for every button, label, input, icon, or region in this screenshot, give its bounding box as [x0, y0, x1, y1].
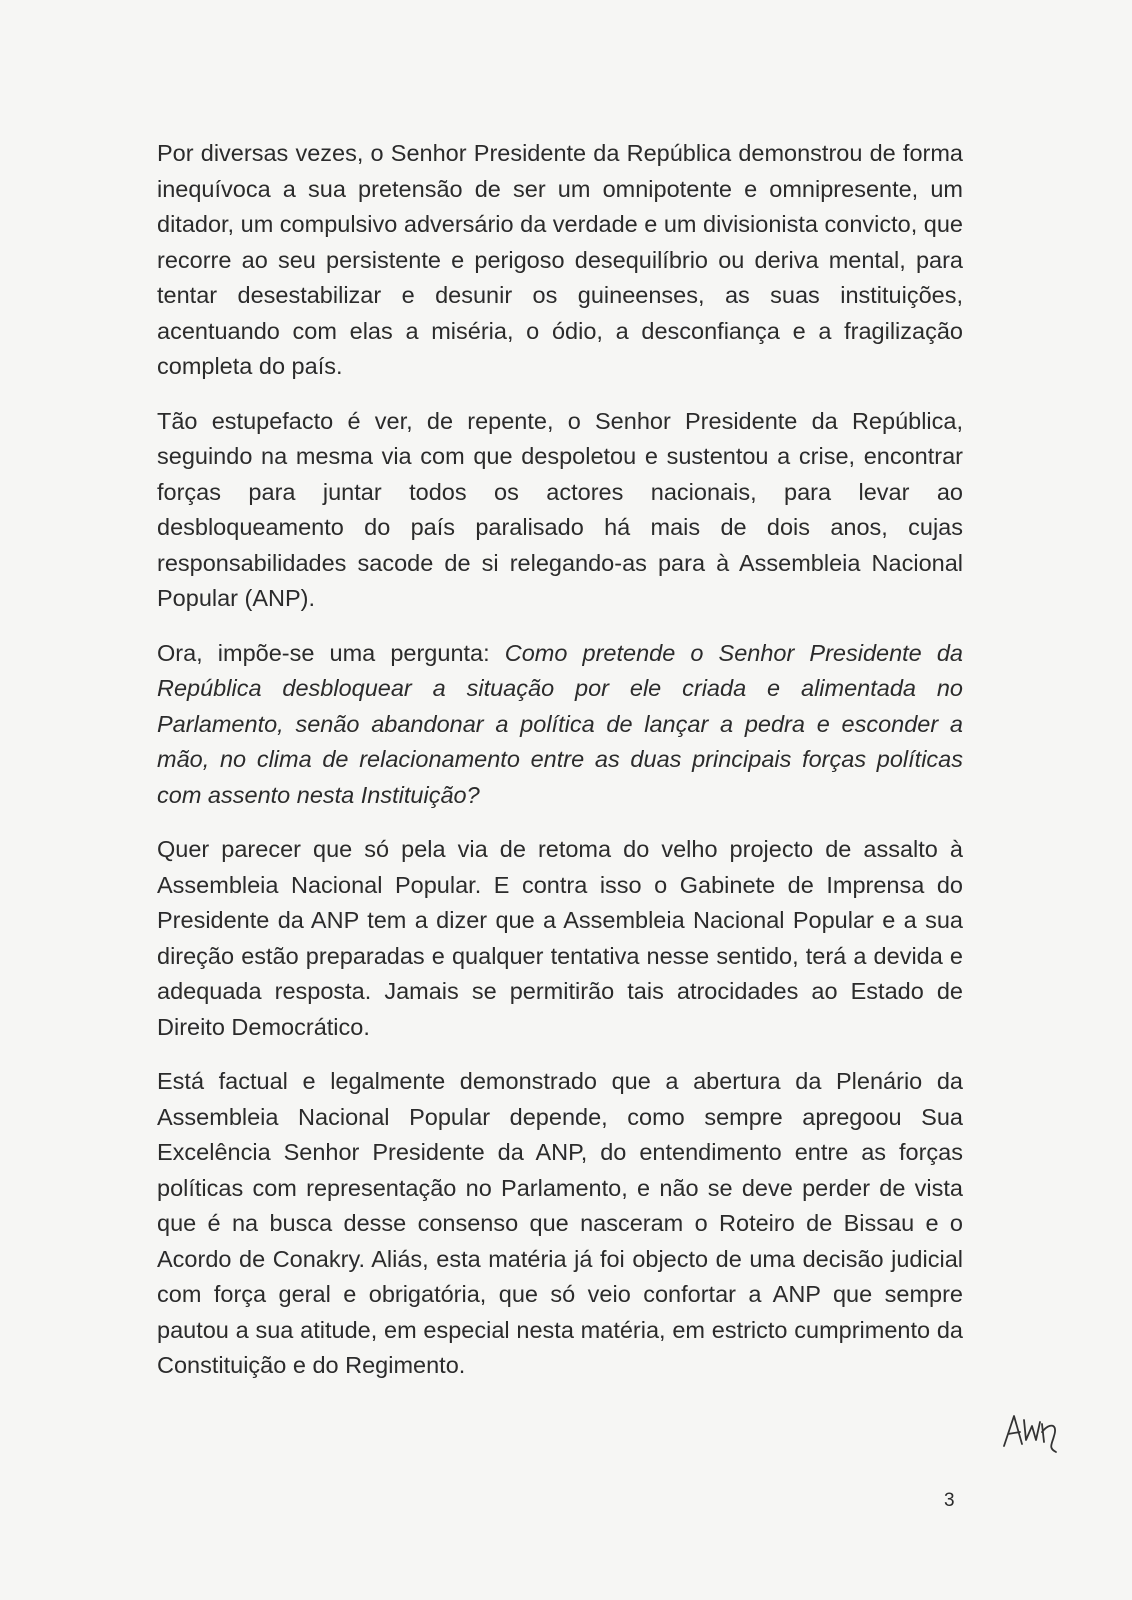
paragraph-1: Por diversas vezes, o Senhor Presidente da República demonstrou de forma inequívoca a sua pretensão de ser um omnipotente e omnipresente, um ditador, um compulsivo adversário da verdade e um divisionista convicto, que recorre ao seu persistente e perigoso desequilíbrio ou deriva mental, para tentar desestabilizar e desunir os guineenses, as suas instituições, acentuando com elas a miséria, o ódio, a desconfiança e a fragilização completa do país. [157, 140, 963, 379]
paragraph-3-lead: Ora, impõe-se uma pergunta: [157, 639, 505, 666]
paragraph-4: Quer parecer que só pela via de retoma do velho projecto de assalto à Assembleia Nacional Popular. E contra isso o Gabinete de Imprensa do Presidente da ANP tem a dizer que a Assembleia Nacional Popular e a sua direção estão preparadas e qualquer tentativa nesse sentido, terá a devida e adequada resposta. Jamais se permitirão tais atrocidades ao Estado de Direito Democrático. [157, 836, 963, 1040]
paragraph-5: Está factual e legalmente demonstrado que a abertura da Plenário da Assembleia Nacional Popular depende, como sempre apregoou Sua Excelência Senhor Presidente da ANP, do entendimento entre as forças políticas com representação no Parlamento, e não se deve perder de vista que é na busca desse consenso que nasceram o Roteiro de Bissau e o Acordo de Conakry. Aliás, esta matéria já foi objecto de uma decisão judicial com força geral e obrigatória, que só veio confortar a ANP que sempre pautou a sua atitude, em especial nesta matéria, em estricto cumprimento da Constituição e do Regimento. [157, 1068, 963, 1378]
paragraph-3-question: Como pretende o Senhor Presidente da República desbloquear a situação por ele criada e alimentada no Parlamento, senão abandonar a política de lançar a pedra e esconder a mão, no clima de relacionamento entre as duas principais forças políticas com assento nesta Instituição? [157, 639, 963, 808]
document-body [157, 136, 963, 1403]
handwritten-signature [1000, 1408, 1070, 1458]
page-number: 3 [944, 1490, 955, 1511]
paragraph-3 [157, 636, 963, 814]
paragraph-2: Tão estupefacto é ver, de repente, o Senhor Presidente da República, seguindo na mesma via com que despoletou e sustentou a crise, encontrar forças para juntar todos os actores nacionais, para levar ao desbloqueamento do país paralisado há mais de dois anos, cujas responsabilidades sacode de si relegando-as para à Assembleia Nacional Popular (ANP). [157, 407, 963, 611]
